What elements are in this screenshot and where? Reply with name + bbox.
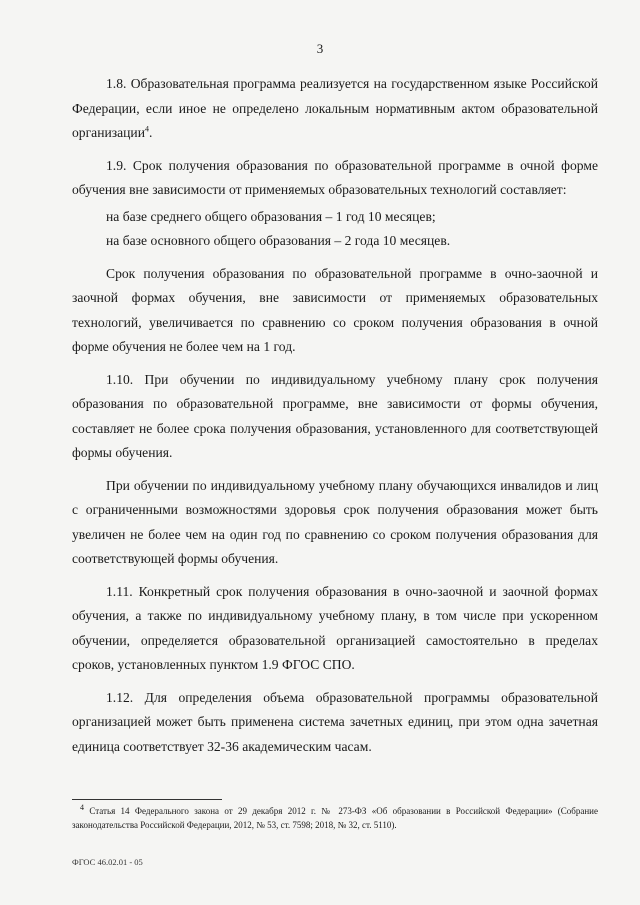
paragraph-1-9: 1.9. Срок получения образования по образовательной программе в очной форме обучения вне зависимости от применяемых образовательных технологий составляет: [72,157,598,197]
paragraph-1-11: 1.11. Конкретный срок получения образования в очно-заочной и заочной формах обучения, а также по индивидуальному учебному плану, в том числе при ускоренном обучении, определяется образовательной организацией самостоятельно в пределах сроков, установленных пунктом 1.9 ФГОС СПО. [72,583,598,672]
paragraph-1-8-text: 1.8. Образовательная программа реализуется на государственном языке Российской Федерации, если иное не определено локальным нормативным актом образовательной организации [72,76,598,140]
footnote-text: Статья 14 Федерального закона от 29 декабря 2012 г. № 273-ФЗ «Об образовании в Российской Федерации» (Собрание законодательства Российской Федерации, 2012, № 53, ст. 7598; 2018, № 32, ст. 5110). [72,806,598,830]
paragraph-1-12: 1.12. Для определения объема образовательной программы образовательной организацией может быть применена система зачетных единиц, при этом одна зачетная единица соответствует 32-36 академическим часам. [72,689,598,754]
footnote-marker: 4 [80,803,84,812]
footnote [72,804,598,832]
paragraph-1-8-end: . [148,125,153,140]
paragraph-1-10: 1.10. При обучении по индивидуальному учебному плану срок получения образования по образовательной программе, вне зависимости от формы обучения, составляет не более срока получения образования, установленного для соответствующей формы обучения. [72,371,598,460]
paragraph-1-9-line-2: на базе основного общего образования – 2 года 10 месяцев. [106,233,451,248]
paragraph-1-8 [72,72,598,146]
page-number: 3 [316,41,324,56]
paragraph-1-9-extra: Срок получения образования по образовательной программе в очно-заочной и заочной формах обучения, вне зависимости от применяемых образовательных технологий, увеличивается по сравнению со сроком получения образования в очной форме обучения не более чем на 1 год. [72,265,598,354]
paragraph-1-9-line-1: на базе среднего общего образования – 1 год 10 месяцев; [106,208,436,224]
paragraph-1-9-list [72,205,598,254]
paragraph-1-10-extra: При обучении по индивидуальному учебному плану обучающихся инвалидов и лиц с ограниченными возможностями здоровья срок получения образования может быть увеличен не более чем на один год по сравнению со сроком получения образования для соответствующей формы обучения. [72,477,598,566]
document-code: ФГОС 46.02.01 - 05 [72,857,143,867]
footnote-reference[interactable]: 4 [144,124,149,134]
footnote-divider [72,799,222,800]
document-body [72,72,598,767]
